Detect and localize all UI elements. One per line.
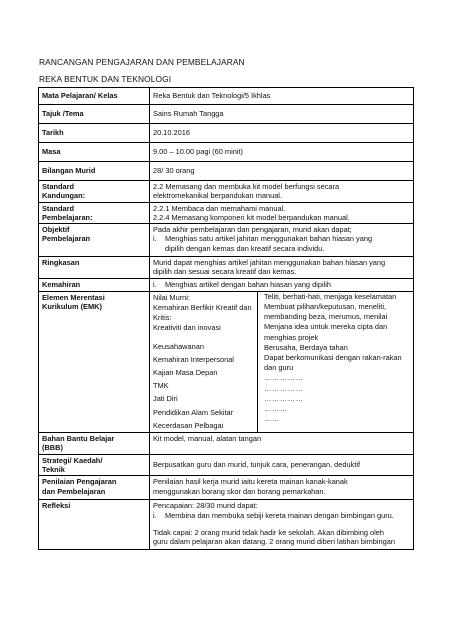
- label-line: Elemen Merentasi: [42, 292, 105, 302]
- value-tarikh: 20.10.2016: [150, 124, 414, 143]
- label-standard-kandungan: [39, 181, 150, 203]
- row-masa: [39, 143, 414, 162]
- text-line: Pada akhir pembelajaran dan pengajaran, murid akan dapat;: [153, 225, 352, 235]
- row-penilaian: [39, 476, 414, 500]
- label-line: (BBB): [42, 443, 63, 453]
- value-penilaian: [150, 476, 414, 500]
- emk-item: Jati Diri: [153, 394, 178, 404]
- value-bbb: Kit model, manual, alatan tangan: [150, 433, 414, 455]
- label-line: Pembelajaran:: [42, 212, 93, 222]
- value-ringkasan: [150, 257, 414, 279]
- emk-item: Kecerdasan Pelbagai: [153, 420, 224, 430]
- emk-placeholder: ……………: [264, 393, 304, 403]
- label-standard-pembelajaran: [39, 202, 150, 224]
- refleksi-item: [153, 511, 410, 520]
- label-penilaian: [39, 476, 150, 500]
- emk-item: TMK: [153, 381, 169, 391]
- emk-item: Keusahawanan: [153, 341, 204, 351]
- row-strategi: [39, 454, 414, 476]
- lesson-plan-table: [38, 87, 414, 550]
- emk-item: Menjana idea untuk mereka cipta dan menghias projek: [264, 322, 388, 342]
- value-refleksi: [150, 500, 414, 550]
- text-line: dipilih dan sesuai secara kreatif dan kemas.: [153, 267, 297, 277]
- emk-right-column: [257, 291, 413, 433]
- item-text: Membina dan membuka sebiji kereta mainan dengan bimbingan guru.: [165, 510, 394, 520]
- text-line: Murid dapat menghias artikel jahitan menggunakan bahan hiasan yang: [153, 258, 386, 268]
- emk-columns: [150, 292, 413, 432]
- label-tarikh: Tarikh: [39, 124, 150, 143]
- text-line: dipilih dengan kemas dan kreatif secara individu.: [165, 243, 325, 253]
- label-line: Strategi/ Kaedah/: [42, 455, 103, 465]
- label-bilangan-murid: Bilangan Murid: [39, 162, 150, 181]
- document-title: RANCANGAN PENGAJARAN DAN PEMBELAJARAN: [39, 57, 245, 67]
- emk-item: Nilai Murni:: [153, 292, 190, 302]
- row-tajuk: [39, 105, 414, 124]
- row-standard-kandungan: [39, 181, 414, 203]
- emk-item: Kreativiti dan inovasi: [153, 323, 221, 333]
- label-masa: Masa: [39, 143, 150, 162]
- value-kemahiran: [150, 278, 414, 291]
- text-line: guru dalam pelajaran akan datang. 2 orang murid diberi latihan bimbingan: [153, 537, 395, 547]
- label-line: Standard: [42, 182, 75, 191]
- emk-placeholder: ………: [264, 404, 288, 414]
- text-line: Menghias satu artikel jahitan menggunakan bahan hiasan yang: [165, 234, 373, 244]
- label-line: Teknik: [42, 464, 65, 474]
- emk-placeholder: ……………: [264, 373, 304, 383]
- text-line: Tidak capai: 2 orang murid tidak hadir ke sekolah. Akan dibimbing oleh: [153, 527, 385, 537]
- label-line: Objektif: [42, 225, 70, 235]
- emk-item: Dapat berkomunikasi dengan rakan-rakan dan guru: [264, 353, 402, 373]
- label-bbb: [39, 433, 150, 455]
- row-emk: [39, 291, 414, 432]
- label-strategi: [39, 454, 150, 476]
- row-bbb: [39, 433, 414, 455]
- row-ringkasan: [39, 257, 414, 279]
- text-line: elektromekanikal berpandukan manual.: [153, 191, 283, 201]
- item-text: [165, 234, 410, 253]
- label-line: dan Pembelajaran: [42, 486, 106, 496]
- spacer: [153, 520, 410, 528]
- label-line: Penilaian Pengajaran: [42, 477, 117, 487]
- value-standard-kandungan: [150, 181, 414, 203]
- value-objektif: [150, 224, 414, 257]
- text-line: menggunakan borang skor dan borang pemarkahan.: [153, 486, 326, 496]
- row-kemahiran: [39, 278, 414, 291]
- emk-left-column: [150, 292, 257, 432]
- value-masa: 9.00 – 10.00 pagi (60 minit): [150, 143, 414, 162]
- spacer: [153, 334, 253, 342]
- label-refleksi: Refleksi: [39, 500, 150, 550]
- kemahiran-item: [153, 280, 410, 289]
- emk-item: Kemahiran Berfikir Kreatif dan Kritis:: [153, 302, 252, 323]
- value-bilangan-murid: 28/ 30 orang: [150, 162, 414, 181]
- text-line: 2.2 Memasang dan membuka kit model berfungsi secara: [153, 182, 340, 191]
- emk-placeholder: ……: [264, 414, 280, 424]
- emk-item: Berusaha, Berdaya tahan: [264, 342, 348, 352]
- value-emk: [150, 291, 414, 432]
- text-line: Penilaian hasil kerja murid iaitu kereta mainan kanak-kanak: [153, 477, 348, 487]
- item-number: i.: [153, 279, 157, 289]
- item-number: i.: [153, 234, 157, 244]
- label-ringkasan: Ringkasan: [39, 257, 150, 279]
- objektif-item: [153, 234, 410, 253]
- document-subtitle: REKA BENTUK DAN TEKNOLOGI: [39, 74, 172, 84]
- label-line: Pembelajaran: [42, 234, 91, 244]
- text-line: 2.2.4 Memasang komponen kit model berpandukan manual.: [153, 212, 350, 222]
- label-mata-pelajaran: Mata Pelajaran/ Kelas: [39, 88, 150, 105]
- row-refleksi: [39, 500, 414, 550]
- emk-item: Membuat pilihan/keputusan, meneliti, membanding beza, merumus, menilai: [264, 301, 388, 322]
- emk-item: Pendidikan Alam Sekitar: [153, 407, 234, 417]
- value-tajuk: Sains Rumah Tangga: [150, 105, 414, 124]
- label-line: Kandungan:: [42, 191, 86, 201]
- row-bilangan-murid: [39, 162, 414, 181]
- emk-placeholder: ……………: [264, 383, 304, 393]
- row-tarikh: [39, 124, 414, 143]
- label-line: Bahan Bantu Belajar: [42, 434, 115, 444]
- emk-item: Kemahiran Interpersonal: [153, 354, 234, 364]
- row-standard-pembelajaran: [39, 202, 414, 224]
- label-line: Standard: [42, 203, 75, 213]
- text-line: 2.2.1 Membaca dan memahami manual.: [153, 203, 286, 213]
- label-kemahiran: Kemahiran: [39, 278, 150, 291]
- item-number: i.: [153, 510, 157, 520]
- emk-item: Kajian Masa Depan: [153, 368, 218, 377]
- value-strategi: Berpusatkan guru dan murid, tunjuk cara, penerangan, deduktif: [150, 454, 414, 476]
- label-line: Kurikulum (EMK): [42, 302, 102, 312]
- value-standard-pembelajaran: [150, 202, 414, 224]
- label-objektif: [39, 224, 150, 257]
- row-objektif: [39, 224, 414, 257]
- item-text: Menghias artikel dengan bahan hiasan yang dipilih: [165, 279, 331, 289]
- label-emk: [39, 291, 150, 432]
- row-mata-pelajaran: [39, 88, 414, 105]
- label-tajuk: Tajuk /Tema: [39, 105, 150, 124]
- value-mata-pelajaran: Reka Bentuk dan Teknologi/5 Ikhlas: [150, 88, 414, 105]
- text-line: Pencapaian: 28/30 murid dapat:: [153, 501, 258, 511]
- emk-item: Teliti, berhati-hati, menjaga keselamatan: [264, 291, 397, 301]
